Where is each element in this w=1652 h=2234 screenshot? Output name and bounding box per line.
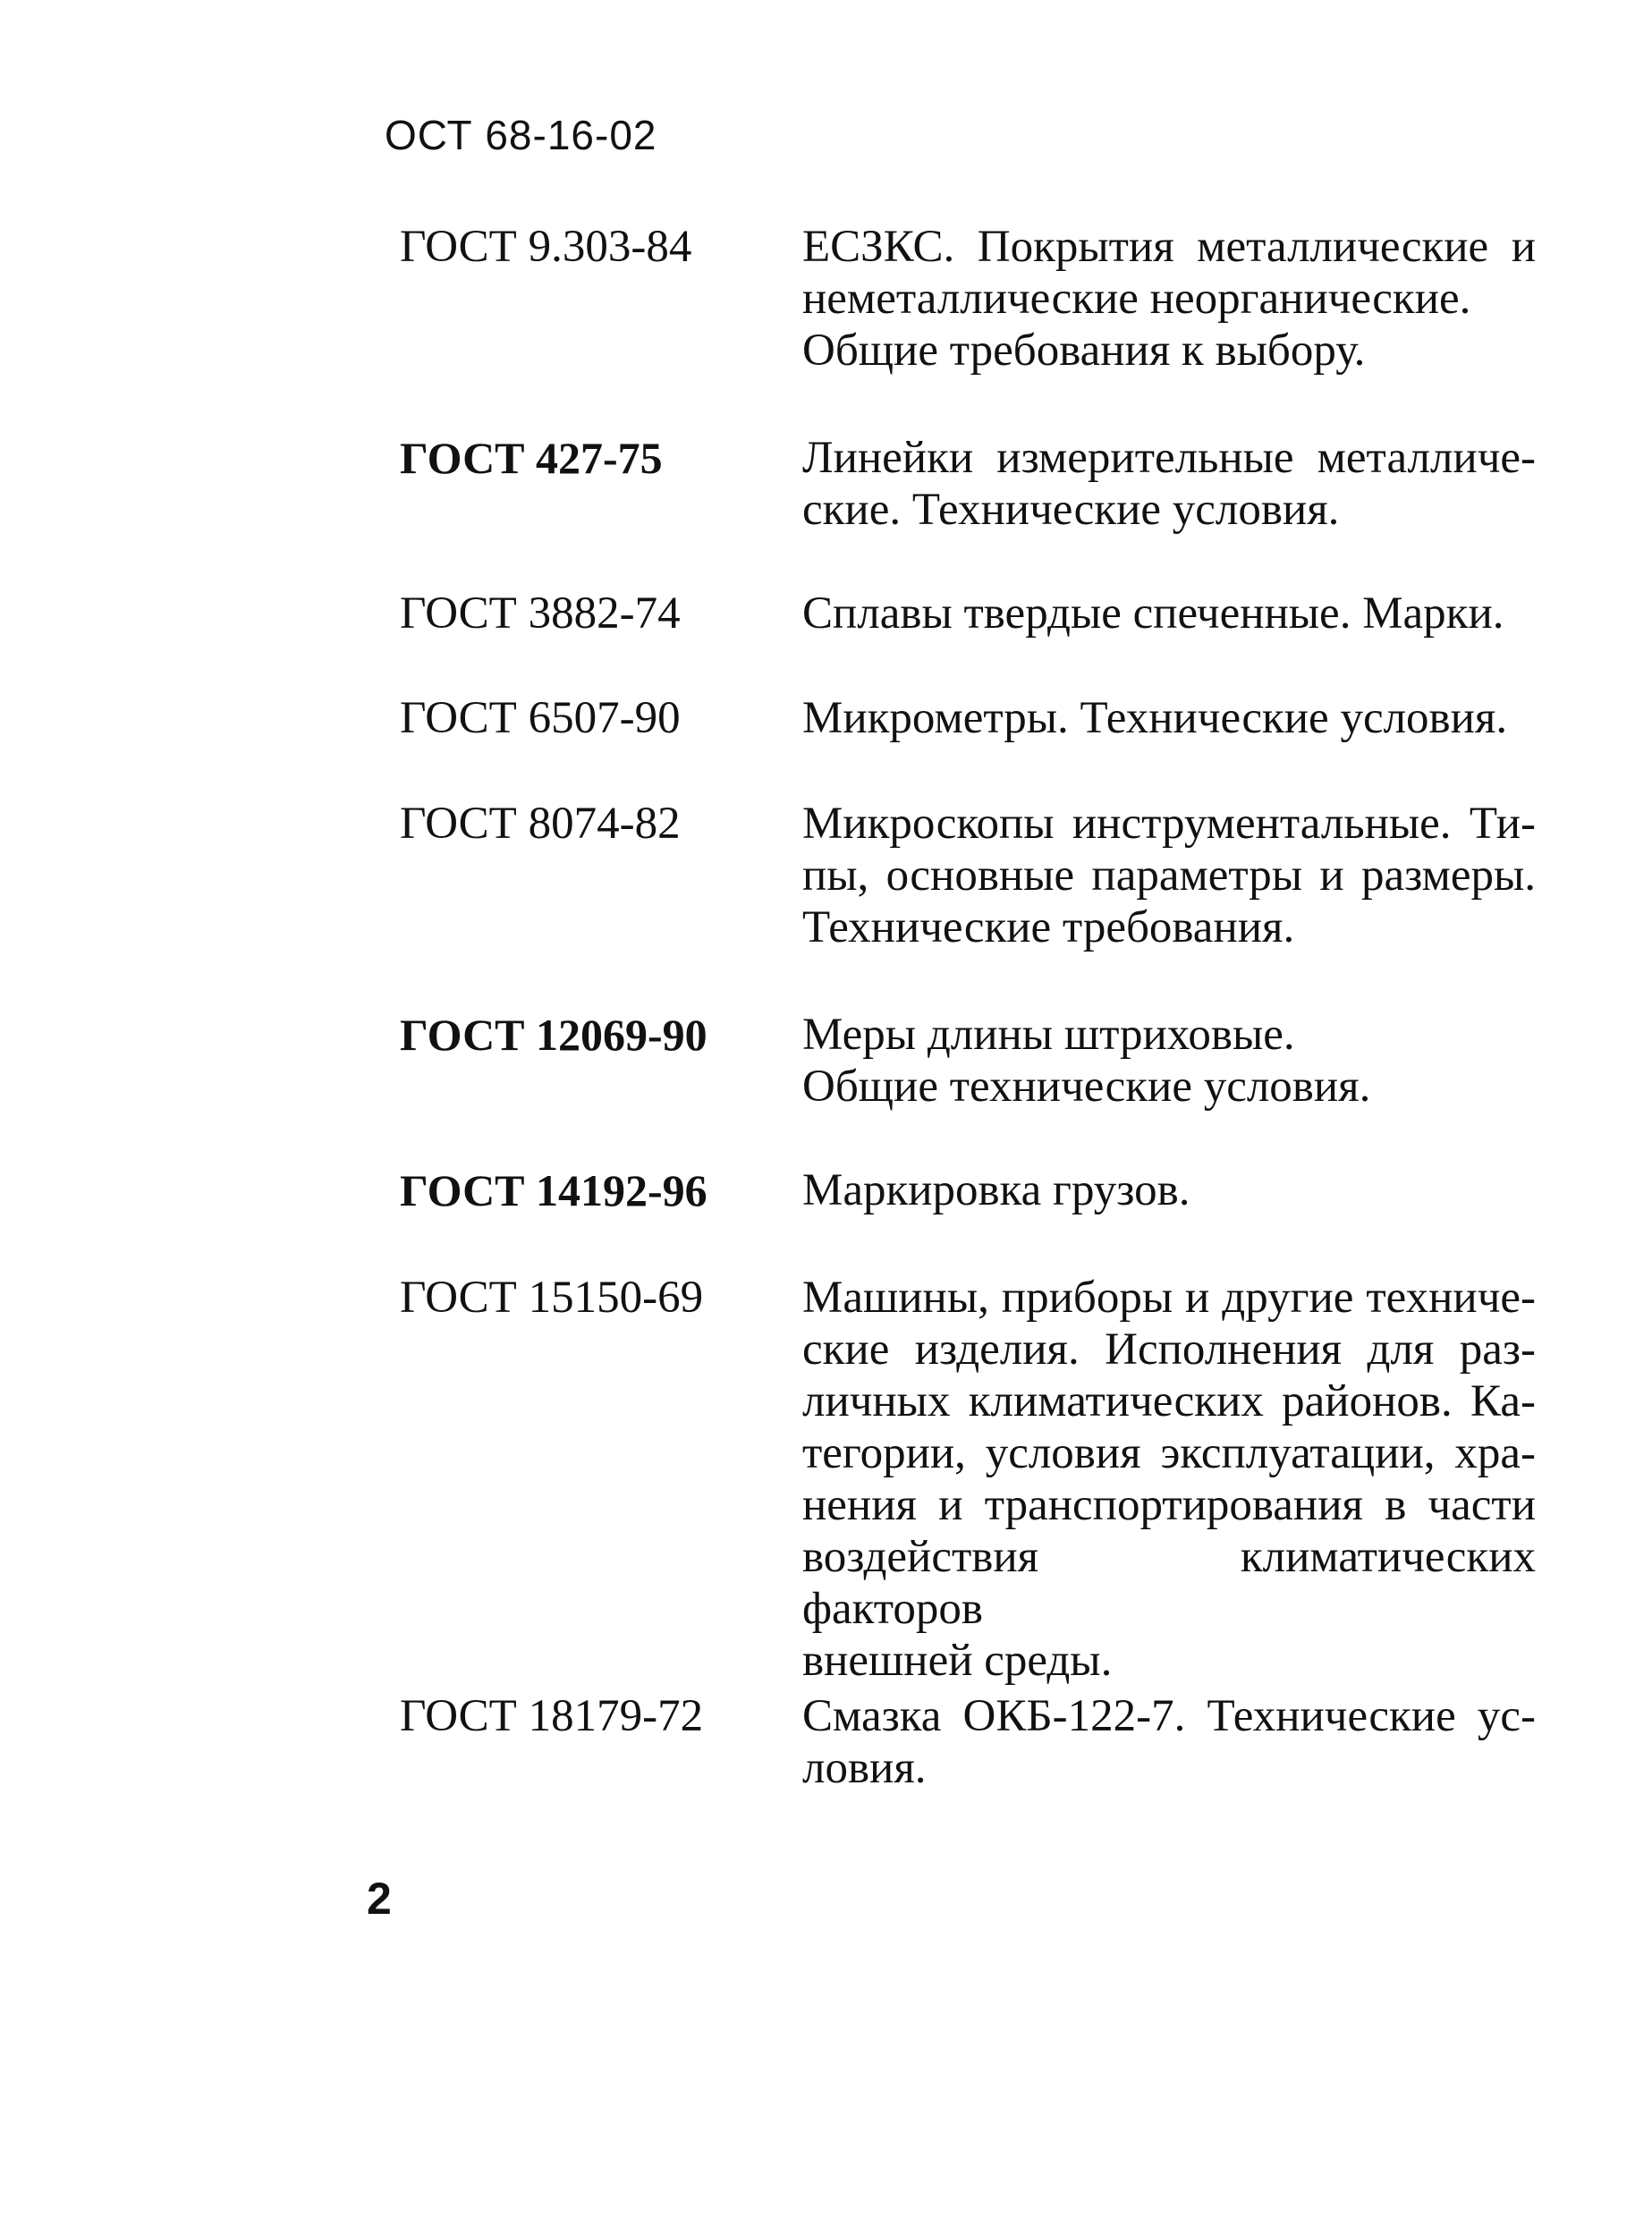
standard-title	[802, 798, 1536, 953]
title-line: Смазка ОКБ-122-7. Технические ус-	[802, 1691, 1536, 1741]
title-line: Общие требования к выбору.	[802, 326, 1366, 376]
title-line: Общие технические условия.	[802, 1062, 1371, 1112]
title-line: неметаллические неорганические.	[802, 274, 1471, 324]
title-line: внешней среды.	[802, 1636, 1113, 1686]
standard-title	[802, 1690, 1536, 1794]
title-line: Сплавы твердые спеченные. Марки.	[802, 588, 1504, 639]
title-line: воздействия климатических факторов	[802, 1532, 1536, 1634]
title-line: Маркировка грузов.	[802, 1165, 1190, 1215]
title-line: Линейки измерительные металличе-	[802, 433, 1536, 483]
title-line: пы, основные параметры и размеры.	[802, 850, 1536, 901]
standard-code: ГОСТ 427-75	[400, 433, 663, 483]
standard-code: ГОСТ 3882-74	[400, 588, 681, 639]
standard-code: ГОСТ 15150-69	[400, 1273, 704, 1323]
standard-title	[802, 588, 1536, 639]
standard-code: ГОСТ 12069-90	[400, 1010, 707, 1060]
title-line: Машины, приборы и другие техниче-	[802, 1273, 1536, 1323]
standard-code: ГОСТ 18179-72	[400, 1691, 704, 1741]
title-line: ские изделия. Исполнения для раз-	[802, 1324, 1536, 1375]
standard-code: ГОСТ 14192-96	[400, 1165, 707, 1215]
standard-title	[802, 692, 1536, 744]
standard-title	[802, 1009, 1536, 1113]
standard-title	[802, 432, 1536, 536]
title-line: нения и транспортирования в части	[802, 1480, 1536, 1530]
title-line: личных климатических районов. Ка-	[802, 1376, 1536, 1426]
standard-code: ГОСТ 6507-90	[400, 693, 681, 743]
title-line: Технические требования.	[802, 902, 1295, 952]
title-line: Меры длины штриховые.	[802, 1010, 1295, 1060]
title-line: ские. Технические условия.	[802, 485, 1340, 535]
standard-title	[802, 1272, 1536, 1687]
standard-code: ГОСТ 8074-82	[400, 799, 681, 849]
standard-title	[802, 1164, 1536, 1216]
page-number: 2	[367, 1874, 392, 1924]
standard-code: ГОСТ 9.303-84	[400, 222, 692, 272]
title-line: Микрометры. Технические условия.	[802, 693, 1508, 743]
title-line: Микроскопы инструментальные. Ти-	[802, 799, 1536, 849]
document-header: ОСТ 68-16-02	[385, 112, 657, 158]
title-line: ловия.	[802, 1743, 927, 1793]
title-line: тегории, условия эксплуатации, хра-	[802, 1428, 1536, 1478]
standard-title	[802, 221, 1536, 377]
title-line: ЕСЗКС. Покрытия металлические и	[802, 222, 1536, 272]
